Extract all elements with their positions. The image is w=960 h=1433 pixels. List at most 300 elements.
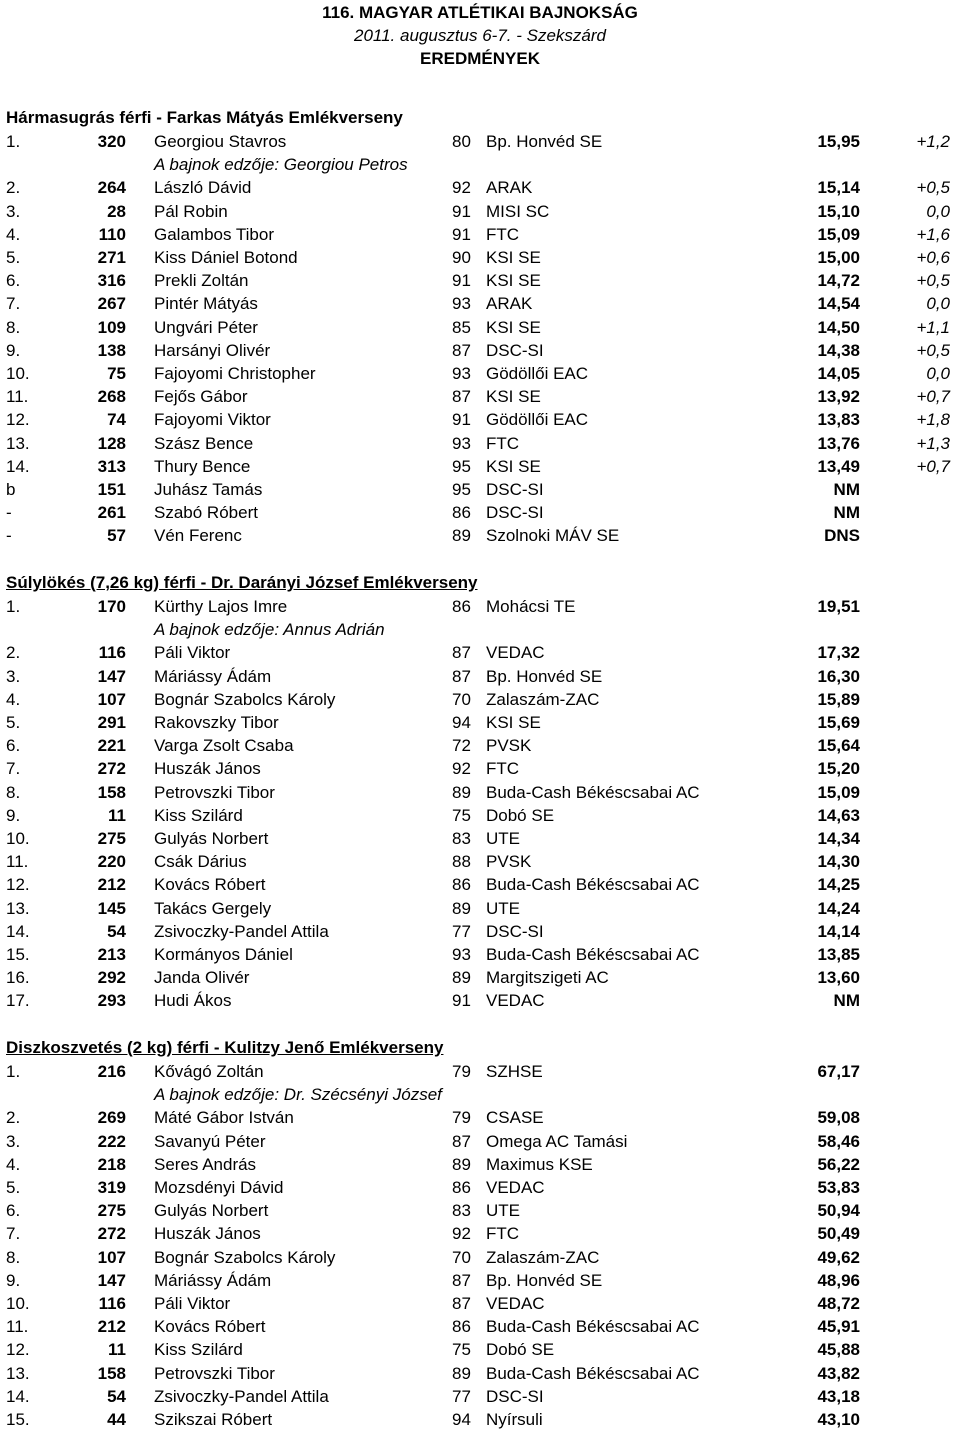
club-name: KSI SE [486,713,541,732]
result-row [0,711,960,734]
birth-year: 75 [452,805,471,825]
bib-number: 267 [97,294,126,314]
place-cell: 9. [6,1270,21,1290]
club-name: VEDAC [486,643,545,663]
club-name: CSASE [486,1108,544,1128]
wind-value: +0,5 [916,271,950,291]
result-value: 14,34 [817,829,860,848]
championship-title: 116. MAGYAR ATLÉTIKAI BAJNOKSÁG [322,3,638,22]
athlete-name: Pál Robin [154,201,228,221]
birth-year: 77 [452,1386,471,1406]
result-row [0,1408,960,1431]
result-row [0,827,960,850]
result-value: NM [833,503,860,523]
athlete-name: Gulyás Norbert [154,829,269,848]
club-name: KSI SE [486,387,541,407]
bib-number: 44 [107,1410,126,1429]
result-row [0,873,960,896]
result-value: 17,32 [817,643,860,663]
result-value: 14,72 [817,271,860,291]
result-row [0,432,960,455]
result-value: 58,46 [817,1131,860,1151]
result-value: 14,25 [817,875,860,895]
bib-number: 54 [107,921,126,941]
results-heading: EREDMÉNYEK [420,49,540,68]
bib-number: 220 [97,852,126,872]
place-cell: 12. [6,410,30,430]
birth-year: 94 [452,713,471,732]
birth-year: 70 [452,689,471,709]
result-row [0,1130,960,1153]
result-value: 13,85 [817,945,860,964]
result-value: 16,30 [817,666,860,686]
place-cell: 10. [6,829,30,848]
club-name: Szolnoki MÁV SE [486,526,620,546]
result-value: 15,00 [817,248,860,267]
bib-number: 147 [97,666,126,686]
bib-number: 272 [97,759,126,779]
bib-number: 158 [97,782,126,802]
result-value: 45,91 [817,1317,860,1337]
result-value: 14,30 [817,852,860,872]
club-name: ARAK [486,294,533,314]
birth-year: 77 [452,921,471,941]
bib-number: 147 [97,1270,126,1290]
result-row [0,897,960,920]
result-value: 67,17 [817,1062,860,1081]
bib-number: 212 [97,1317,126,1337]
athlete-name: Varga Zsolt Csaba [154,736,294,756]
birth-year: 85 [452,317,471,337]
result-value: 49,62 [817,1247,860,1267]
wind-value: +1,1 [916,317,950,337]
bib-number: 218 [97,1154,126,1174]
athlete-name: László Dávid [154,178,252,198]
place-cell: 16. [6,968,30,988]
athlete-name: Kormányos Dániel [154,945,293,964]
club-name: DSC-SI [486,921,544,941]
result-value: 14,50 [817,317,860,337]
result-row [0,246,960,269]
birth-year: 87 [452,666,471,686]
birth-year: 91 [452,201,471,221]
place-cell: 6. [6,271,21,291]
result-row [0,292,960,315]
wind-value: +1,2 [916,132,950,151]
place-cell: 11. [6,387,29,407]
birth-year: 89 [452,782,471,802]
place-cell: 8. [6,1247,21,1267]
athlete-name: Takács Gergely [154,898,272,918]
bib-number: 109 [97,317,126,337]
athlete-name: Zsivoczky-Pandel Attila [154,921,329,941]
place-cell: 5. [6,248,21,267]
champion-coach: A bajnok edzője: Georgiou Petros [154,155,408,175]
place-cell: 7. [6,294,21,314]
result-value: 15,64 [817,736,860,756]
result-value: 13,83 [817,410,860,430]
birth-year: 79 [452,1108,471,1128]
birth-year: 91 [452,271,471,291]
result-row [0,1338,960,1361]
place-cell: 14. [6,921,30,941]
event-title: Diszkoszvetés (2 kg) férfi - Kulitzy Jenő Emlékverseny [6,1038,444,1057]
result-row [0,943,960,966]
result-row [0,1385,960,1408]
bib-number: 320 [97,132,126,151]
birth-year: 95 [452,480,471,499]
result-value: 15,09 [817,224,860,244]
place-cell: - [6,526,12,546]
bib-number: 271 [97,248,126,267]
athlete-name: Janda Olivér [154,968,250,988]
result-row [0,316,960,339]
birth-year: 92 [452,759,471,779]
club-name: Buda-Cash Békéscsabai AC [486,1363,700,1383]
result-row [0,524,960,547]
club-name: FTC [486,1224,520,1244]
birth-year: 80 [452,132,471,151]
result-row [0,920,960,943]
place-cell: 11. [6,1317,29,1337]
result-value: 15,09 [817,782,860,802]
result-value: 14,54 [817,294,860,314]
result-row [0,339,960,362]
athlete-name: Bognár Szabolcs Károly [154,689,336,709]
result-row [0,595,960,618]
bib-number: 275 [97,829,126,848]
athlete-name: Fejős Gábor [154,387,248,407]
club-name: DSC-SI [486,503,544,523]
result-value: 59,08 [817,1108,860,1128]
athlete-name: Páli Viktor [154,643,231,663]
place-cell: b [6,480,16,499]
club-name: Bp. Honvéd SE [486,1270,603,1290]
athlete-name: Galambos Tibor [154,224,274,244]
result-value: 14,05 [817,364,860,383]
result-value: DNS [824,526,860,546]
club-name: UTE [486,1201,520,1221]
club-name: MISI SC [486,201,550,221]
result-value: 15,89 [817,689,860,709]
club-name: DSC-SI [486,1386,544,1406]
result-value: 43,18 [817,1386,860,1406]
club-name: ARAK [486,178,533,198]
result-value: 19,51 [817,597,860,616]
athlete-name: Petrovszki Tibor [154,782,275,802]
bib-number: 158 [97,1363,126,1383]
result-value: 15,14 [817,178,860,198]
place-cell: 9. [6,340,21,360]
birth-year: 92 [452,1224,471,1244]
wind-value: +0,5 [916,178,950,198]
birth-year: 94 [452,1410,471,1429]
athlete-name: Rakovszky Tibor [154,713,279,732]
event-title: Súlylökés (7,26 kg) férfi - Dr. Darányi József Emlékverseny [6,573,478,592]
athlete-name: Harsányi Olivér [154,340,271,360]
place-cell: 4. [6,689,21,709]
athlete-name: Gulyás Norbert [154,1201,269,1221]
result-row [0,850,960,873]
athlete-name: Seres András [154,1154,257,1174]
wind-value: 0,0 [926,294,950,314]
athlete-name: Fajoyomi Viktor [154,410,271,430]
birth-year: 79 [452,1062,471,1081]
birth-year: 87 [452,1131,471,1151]
birth-year: 91 [452,991,471,1011]
result-row [0,641,960,664]
result-value: 45,88 [817,1340,860,1360]
bib-number: 269 [97,1108,126,1128]
birth-year: 87 [452,340,471,360]
club-name: KSI SE [486,456,541,476]
bib-number: 57 [107,526,126,546]
result-value: 50,49 [817,1224,860,1244]
event-title: Hármasugrás férfi - Farkas Mátyás Emlékverseny [6,108,403,127]
birth-year: 86 [452,1317,471,1337]
wind-value: +0,7 [916,456,950,476]
result-value: 13,60 [817,968,860,988]
result-value: 14,14 [817,921,860,941]
athlete-name: Kiss Szilárd [154,1340,243,1360]
club-name: Bp. Honvéd SE [486,132,603,151]
result-row [0,688,960,711]
athlete-name: Kiss Dániel Botond [154,248,298,267]
club-name: FTC [486,224,520,244]
result-value: 14,38 [817,340,860,360]
result-row [0,989,960,1012]
result-row [0,1106,960,1129]
result-row [0,757,960,780]
result-row [0,385,960,408]
wind-value: 0,0 [926,364,950,383]
club-name: DSC-SI [486,340,544,360]
place-cell: 6. [6,1201,21,1221]
result-row [0,478,960,501]
birth-year: 89 [452,526,471,546]
birth-year: 90 [452,248,471,267]
birth-year: 72 [452,736,471,756]
bib-number: 213 [97,945,126,964]
club-name: Margitszigeti AC [486,968,609,988]
place-cell: 13. [6,433,30,453]
birth-year: 86 [452,503,471,523]
result-row [0,1362,960,1385]
wind-value: +0,7 [916,387,950,407]
bib-number: 11 [108,1340,126,1360]
club-name: PVSK [486,736,532,756]
athlete-name: Szikszai Róbert [154,1410,273,1429]
club-name: VEDAC [486,1178,545,1197]
result-row [0,176,960,199]
birth-year: 93 [452,945,471,964]
athlete-name: Savanyú Péter [154,1131,266,1151]
bib-number: 138 [97,340,126,360]
bib-number: 268 [97,387,126,407]
birth-year: 91 [452,224,471,244]
place-cell: 1. [6,597,21,616]
place-cell: 10. [6,1294,30,1313]
athlete-name: Kürthy Lajos Imre [154,597,288,616]
club-name: Buda-Cash Békéscsabai AC [486,1317,700,1337]
club-name: DSC-SI [486,480,544,499]
place-cell: 12. [6,1340,30,1360]
result-value: 15,95 [817,132,860,151]
place-cell: 1. [6,1062,21,1081]
result-row [0,269,960,292]
place-cell: 7. [6,759,21,779]
result-value: 14,24 [817,898,860,918]
result-row [0,501,960,524]
result-value: 48,72 [817,1294,860,1313]
birth-year: 95 [452,456,471,476]
athlete-name: Vén Ferenc [154,526,242,546]
result-row [0,362,960,385]
place-cell: 3. [6,201,21,221]
birth-year: 83 [452,829,471,848]
result-value: NM [833,991,860,1011]
result-value: 15,69 [817,713,860,732]
result-value: 50,94 [817,1201,860,1221]
athlete-name: Kiss Szilárd [154,805,243,825]
place-cell: 12. [6,875,30,895]
club-name: KSI SE [486,271,541,291]
athlete-name: Petrovszki Tibor [154,1363,275,1383]
result-value: 14,63 [817,805,860,825]
result-row [0,408,960,431]
result-row [0,734,960,757]
result-row [0,781,960,804]
result-row [0,1060,960,1083]
result-row [0,1176,960,1199]
place-cell: 10. [6,364,30,383]
athlete-name: Szász Bence [154,433,254,453]
club-name: Buda-Cash Békéscsabai AC [486,945,700,964]
wind-value: +0,6 [916,248,950,267]
bib-number: 74 [107,410,126,430]
result-row [0,1153,960,1176]
place-cell: 8. [6,317,21,337]
birth-year: 86 [452,597,471,616]
place-cell: 7. [6,1224,21,1244]
bib-number: 107 [97,1247,126,1267]
club-name: Gödöllői EAC [486,364,589,383]
result-row [0,200,960,223]
birth-year: 93 [452,364,471,383]
athlete-name: Máté Gábor István [154,1108,294,1128]
bib-number: 261 [97,503,126,523]
birth-year: 87 [452,643,471,663]
wind-value: +1,3 [916,433,950,453]
club-name: Zalaszám-ZAC [486,1247,600,1267]
bib-number: 292 [97,968,126,988]
athlete-name: Kovács Róbert [154,1317,266,1337]
club-name: Nyírsuli [486,1410,543,1429]
place-cell: 17. [6,991,30,1011]
result-row [0,130,960,153]
place-cell: 14. [6,456,30,476]
bib-number: 216 [97,1062,126,1081]
place-cell: 13. [6,1363,30,1383]
bib-number: 116 [98,643,126,663]
birth-year: 89 [452,1154,471,1174]
result-value: NM [833,480,860,499]
place-cell: 2. [6,178,21,198]
birth-year: 89 [452,1363,471,1383]
wind-value: 0,0 [926,201,950,221]
bib-number: 264 [97,178,126,198]
club-name: FTC [486,759,520,779]
place-cell: - [6,503,12,523]
place-cell: 4. [6,224,21,244]
result-row [0,1246,960,1269]
champion-coach: A bajnok edzője: Annus Adrián [154,620,385,640]
athlete-name: Bognár Szabolcs Károly [154,1247,336,1267]
athlete-name: Páli Viktor [154,1294,231,1313]
bib-number: 212 [97,875,126,895]
bib-number: 145 [97,898,126,918]
bib-number: 316 [97,271,126,291]
place-cell: 8. [6,782,21,802]
birth-year: 91 [452,410,471,430]
result-value: 15,10 [817,201,860,221]
result-row [0,1292,960,1315]
club-name: SZHSE [486,1062,543,1081]
birth-year: 87 [452,1270,471,1290]
athlete-name: Ungvári Péter [154,317,258,337]
bib-number: 128 [97,433,126,453]
result-row [0,455,960,478]
birth-year: 87 [452,387,471,407]
athlete-name: Georgiou Stavros [154,132,287,151]
club-name: UTE [486,829,520,848]
club-name: Zalaszám-ZAC [486,689,600,709]
result-value: 13,49 [817,456,860,476]
bib-number: 319 [97,1178,126,1197]
place-cell: 6. [6,736,21,756]
athlete-name: Hudi Ákos [154,991,232,1011]
athlete-name: Huszák János [154,759,261,779]
bib-number: 222 [97,1131,126,1151]
club-name: Buda-Cash Békéscsabai AC [486,875,700,895]
birth-year: 75 [452,1340,471,1360]
birth-year: 93 [452,433,471,453]
bib-number: 293 [97,991,126,1011]
place-cell: 2. [6,643,21,663]
club-name: KSI SE [486,248,541,267]
athlete-name: Zsivoczky-Pandel Attila [154,1386,329,1406]
result-row [0,1315,960,1338]
club-name: Buda-Cash Békéscsabai AC [486,782,700,802]
place-cell: 3. [6,1131,21,1151]
birth-year: 86 [452,1178,471,1197]
bib-number: 75 [107,364,126,383]
wind-value: +1,8 [916,410,950,430]
place-cell: 15. [6,945,30,964]
club-name: FTC [486,433,520,453]
wind-value: +1,6 [916,224,950,244]
club-name: UTE [486,898,520,918]
bib-number: 116 [98,1294,126,1313]
result-value: 13,92 [817,387,860,407]
bib-number: 170 [97,597,126,616]
bib-number: 313 [97,456,126,476]
result-row [0,223,960,246]
place-cell: 1. [6,132,21,151]
athlete-name: Mozsdényi Dávid [154,1178,284,1197]
place-cell: 9. [6,805,21,825]
club-name: Mohácsi TE [486,597,576,616]
